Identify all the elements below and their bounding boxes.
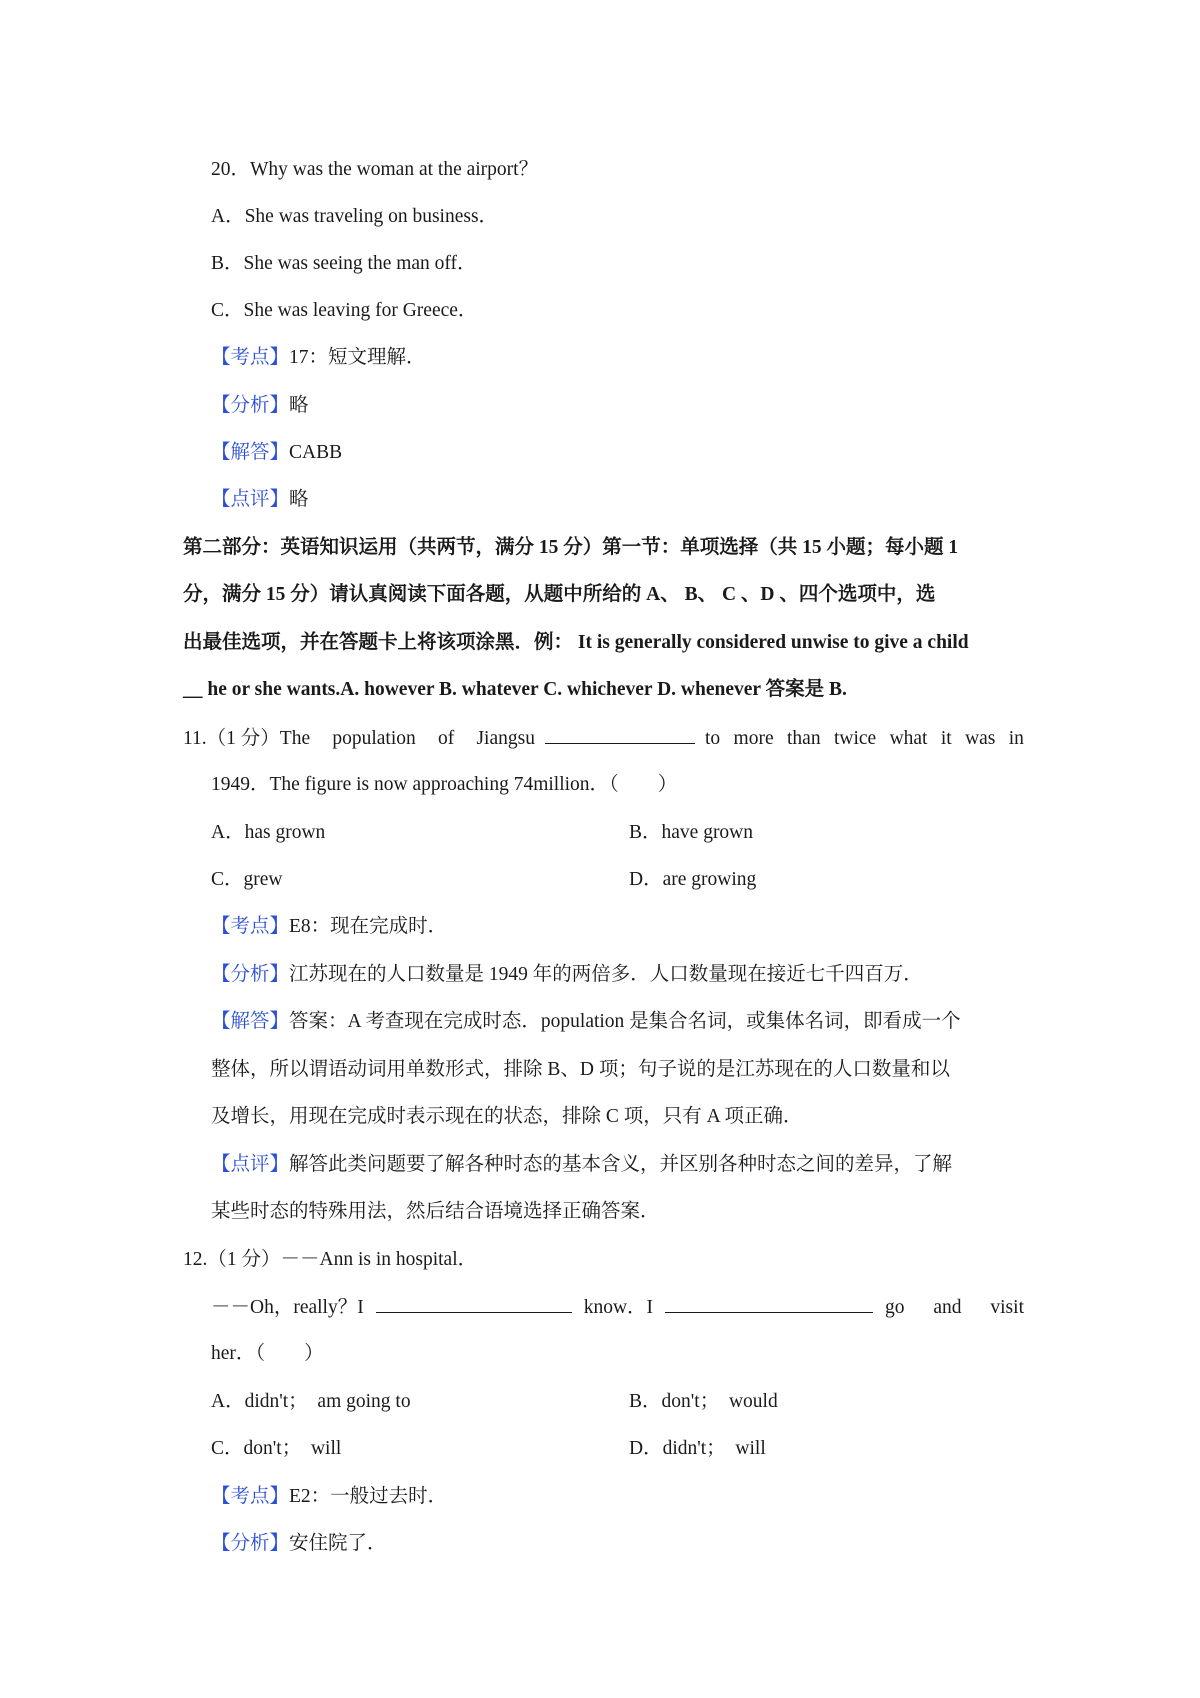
fenxi-tag: 【分析】 <box>211 395 290 416</box>
dianping-tag: 【点评】 <box>211 1154 290 1175</box>
q20-dianping <box>211 487 309 513</box>
q12-stem-line3: her．（ ） <box>211 1343 324 1364</box>
kaodian-tag: 【考点】 <box>211 916 290 937</box>
q11-word: was <box>965 728 996 749</box>
q11-word: than <box>787 728 821 749</box>
q12-stem-part-b: know．I <box>583 1297 654 1318</box>
q20-jieda <box>211 440 342 466</box>
q11-word: twice <box>833 728 877 749</box>
q11-option-d: D．are growing <box>629 869 757 890</box>
dianping-text: 略 <box>289 489 309 510</box>
q11-dianping <box>211 1152 952 1178</box>
fenxi-tag: 【分析】 <box>211 964 290 985</box>
kaodian-text: E2：一般过去时． <box>289 1486 448 1507</box>
fenxi-text: 略 <box>289 395 309 416</box>
q11-word: population <box>332 728 416 749</box>
q12-stem-part-a: －－Oh，really？I <box>211 1297 364 1318</box>
q12-option-b: B．don't； would <box>629 1391 778 1412</box>
jieda-tag: 【解答】 <box>211 1011 290 1032</box>
q12-answer-blank-2 <box>665 1294 873 1313</box>
q11-jieda-line3: 及增长，用现在完成时表示现在的状态，排除 C 项，只有 A 项正确． <box>211 1106 803 1127</box>
q12-word: go <box>885 1297 905 1318</box>
jieda-text: CABB <box>289 442 343 463</box>
q11-option-b: B．have grown <box>629 822 754 843</box>
fenxi-tag: 【分析】 <box>211 1533 290 1554</box>
q12-option-a: A．didn't； am going to <box>211 1391 411 1412</box>
q11-word: to <box>705 728 721 749</box>
q11-stem-line1 <box>183 725 1024 752</box>
q20-fenxi <box>211 393 309 419</box>
q11-kaodian <box>211 914 447 940</box>
q12-stem-line1: 12.（1 分）－－Ann is in hospital． <box>183 1249 478 1270</box>
q12-answer-blank-1 <box>376 1294 572 1313</box>
q12-stem-line2 <box>211 1294 1024 1321</box>
q11-stem-line2: 1949．The figure is now approaching 74million．（ ） <box>211 774 678 795</box>
kaodian-tag: 【考点】 <box>211 347 290 368</box>
section2-line-4: __ he or she wants.A. however B. whatever C. whichever D. whenever 答案是 B. <box>183 679 847 700</box>
q11-word: 11.（1 分）The <box>183 728 311 749</box>
q12-word: visit <box>990 1297 1024 1318</box>
q11-dianping-line2: 某些时态的特殊用法，然后结合语境选择正确答案． <box>211 1201 660 1222</box>
q20-option-b: B．She was seeing the man off． <box>211 253 477 274</box>
jieda-text-1: 答案：A 考查现在完成时态．population 是集合名词，或集体名词，即看成一个 <box>289 1011 961 1032</box>
q11-word: it <box>940 728 952 749</box>
q12-fenxi <box>211 1531 387 1557</box>
q11-jieda <box>211 1009 961 1035</box>
q12-option-d: D．didn't； will <box>629 1438 766 1459</box>
q11-fenxi <box>211 962 923 988</box>
kaodian-text: 17：短文理解． <box>289 347 426 368</box>
kaodian-tag: 【考点】 <box>211 1486 290 1507</box>
fenxi-text: 安住院了． <box>289 1533 387 1554</box>
q20-option-c: C．She was leaving for Greece． <box>211 300 478 321</box>
q11-word: Jiangsu <box>476 728 535 749</box>
section2-line-3: 出最佳选项，并在答题卡上将该项涂黑．例： It is generally considered unwise to give a child <box>183 632 969 653</box>
q11-option-a: A．has grown <box>211 822 326 843</box>
q11-word: in <box>1008 728 1024 749</box>
q11-option-c: C．grew <box>211 869 283 890</box>
q12-kaodian <box>211 1484 447 1510</box>
section2-line-2: 分，满分 15 分）请认真阅读下面各题，从题中所给的 A、 B、 C 、D 、四个选项中，选 <box>183 584 936 605</box>
q12-word: and <box>933 1297 962 1318</box>
q20-kaodian <box>211 345 426 371</box>
q11-word: more <box>733 728 774 749</box>
q20-question: 20．Why was the woman at the airport？ <box>211 159 539 180</box>
q12-option-c: C．don't； will <box>211 1438 342 1459</box>
dianping-text-1: 解答此类问题要了解各种时态的基本含义，并区别各种时态之间的差异，了解 <box>289 1154 953 1175</box>
q11-word: of <box>437 728 455 749</box>
dianping-tag: 【点评】 <box>211 489 290 510</box>
q11-word: what <box>889 728 928 749</box>
q11-jieda-line2: 整体，所以谓语动词用单数形式，排除 B、D 项；句子说的是江苏现在的人口数量和以 <box>211 1059 950 1080</box>
fenxi-text: 江苏现在的人口数量是 1949 年的两倍多．人口数量现在接近七千四百万． <box>289 964 923 985</box>
q11-answer-blank <box>545 725 695 744</box>
section2-line-1: 第二部分：英语知识运用（共两节，满分 15 分）第一节：单项选择（共 15 小题；每小题 1 <box>183 537 959 558</box>
jieda-tag: 【解答】 <box>211 442 290 463</box>
kaodian-text: E8：现在完成时． <box>289 916 448 937</box>
q20-option-a: A．She was traveling on business． <box>211 206 499 227</box>
